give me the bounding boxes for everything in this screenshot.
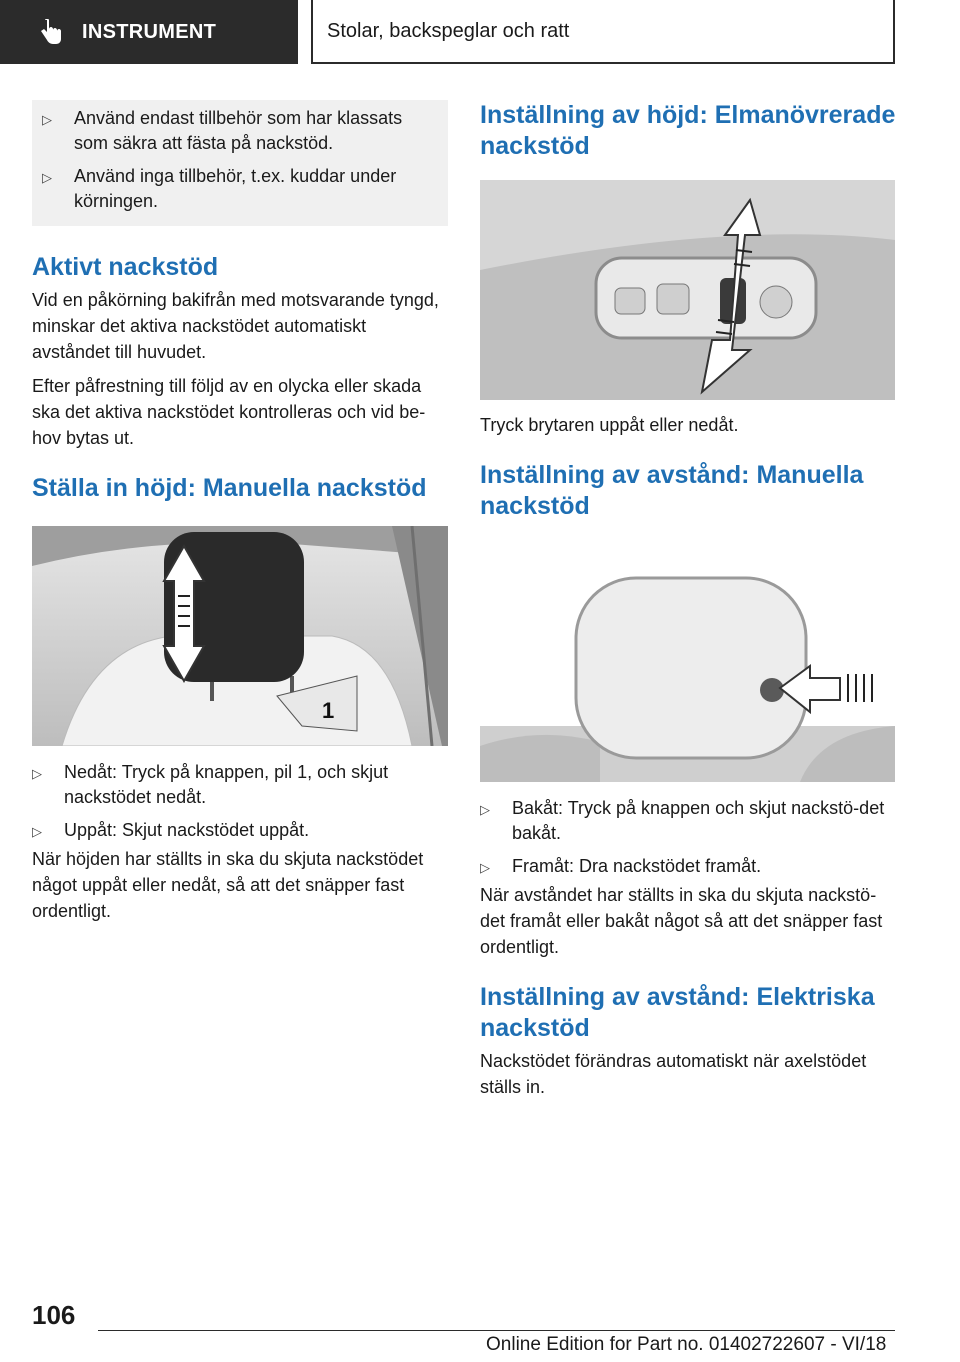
electric-caption: Tryck brytaren uppåt eller nedåt. xyxy=(480,415,739,435)
electric-switch-illustration xyxy=(480,180,895,400)
footer-divider xyxy=(98,1330,895,1331)
distance-headrest-image xyxy=(480,546,895,782)
note-bullet: ▷ Använd inga tillbehör, t.ex. kuddar under körningen. xyxy=(42,164,440,214)
manual-height-heading: Ställa in höjd: Manuella nackstöd xyxy=(32,474,427,502)
active-paragraph-1: Vid en påkörning bakifrån med motsvarande tyngd, minskar det aktiva nackstödet automatiskt avståndet till huvudet. xyxy=(32,290,439,362)
triangle-bullet-icon: ▷ xyxy=(32,824,42,839)
page-number: 106 xyxy=(32,1300,76,1330)
distance-headrest-illustration xyxy=(480,546,895,782)
distance-electric-paragraph: Nackstödet förändras automatiskt när axelstödet ställs in. xyxy=(480,1051,867,1097)
pointing-hand-icon xyxy=(40,19,62,45)
distance-manual-heading: Inställning av avstånd: Manuella nackstöd xyxy=(480,461,864,520)
chapter-header xyxy=(311,0,895,64)
section-tab xyxy=(0,0,298,64)
note-box xyxy=(32,100,448,226)
triangle-bullet-icon: ▷ xyxy=(42,112,52,127)
distance-paragraph: När avståndet har ställts in ska du skjuta nackstö-det framåt eller bakåt något så att det snäpper fast ordentligt. xyxy=(480,885,883,957)
callout-number: 1 xyxy=(322,698,335,723)
triangle-bullet-icon: ▷ xyxy=(42,170,52,185)
list-item: ▷ Nedåt: Tryck på knappen, pil 1, och skjut nackstödet nedåt. xyxy=(32,760,448,810)
active-headrest-heading: Aktivt nackstöd xyxy=(32,253,219,281)
edition-text: Online Edition for Part no. 01402722607 - VI/18 xyxy=(486,1334,887,1355)
left-column xyxy=(32,100,448,932)
manual-headrest-image xyxy=(32,526,448,746)
electric-switch-image xyxy=(480,180,895,400)
manual-headrest-illustration xyxy=(32,526,448,746)
list-item: ▷ Framåt: Dra nackstödet framåt. xyxy=(480,854,896,880)
right-column xyxy=(480,100,896,1108)
manual-paragraph: När höjden har ställts in ska du skjuta nackstödet något uppåt eller nedåt, så att det snäpper fast ordentligt. xyxy=(32,849,424,921)
electric-height-heading: Inställning av höjd: Elmanövrerade nackstöd xyxy=(480,101,896,160)
triangle-bullet-icon: ▷ xyxy=(32,766,42,781)
list-item: ▷ Uppåt: Skjut nackstödet uppåt. xyxy=(32,818,448,844)
note-bullet: ▷ Använd endast tillbehör som har klassats som säkra att fästa på nackstöd. xyxy=(42,106,440,156)
section-title: INSTRUMENT xyxy=(82,20,217,43)
list-item: ▷ Bakåt: Tryck på knappen och skjut nackstö-det bakåt. xyxy=(480,796,896,846)
manual-bullet-list xyxy=(32,760,448,844)
distance-electric-heading: Inställning av avstånd: Elektriska nackstöd xyxy=(480,983,875,1042)
distance-bullet-list xyxy=(480,796,896,880)
triangle-bullet-icon: ▷ xyxy=(480,860,490,875)
chapter-title: Stolar, backspeglar och ratt xyxy=(327,19,570,42)
active-paragraph-2: Efter påfrestning till följd av en olycka eller skada ska det aktiva nackstödet kontrolleras och vid be-hov bytas ut. xyxy=(32,376,426,448)
triangle-bullet-icon: ▷ xyxy=(480,802,490,817)
